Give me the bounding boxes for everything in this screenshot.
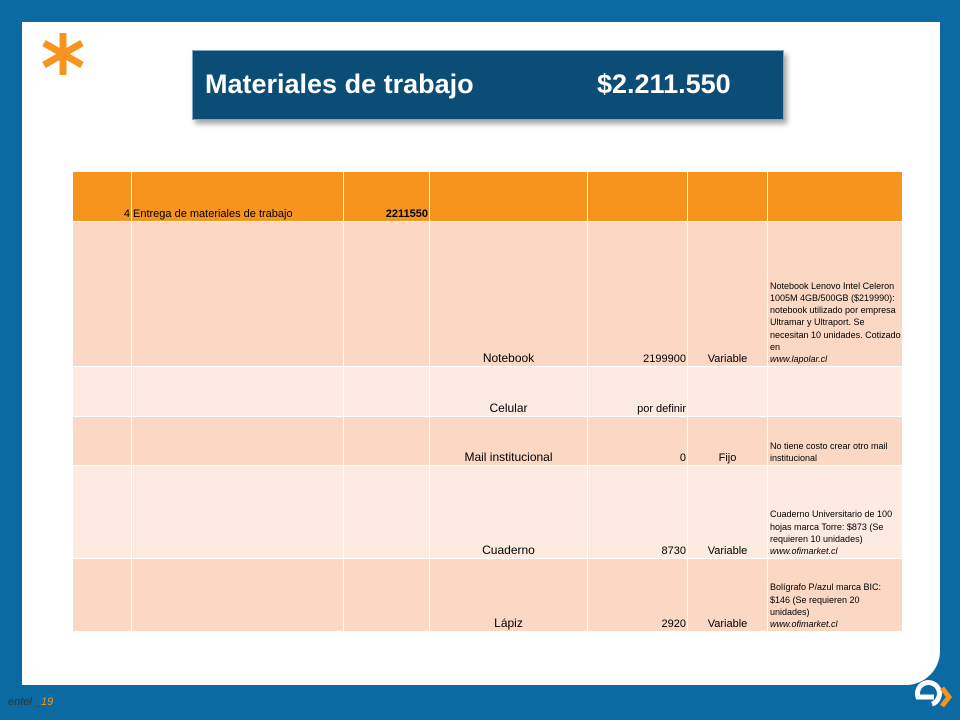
header-index: 4 (73, 172, 132, 222)
note-url: www.ofimarket.cl (770, 545, 838, 556)
table-row (73, 367, 903, 417)
item-amount: 0 (588, 417, 688, 466)
item-amount: 2920 (588, 559, 688, 632)
table-header-row (73, 172, 903, 222)
title-banner (192, 50, 784, 120)
item-type: Variable (688, 559, 768, 632)
footer-brand: entel (8, 696, 32, 708)
item-name: Cuaderno (430, 466, 588, 559)
note-text: Bolígrafo P/azul marca BIC: $146 (Se requieren 20 unidades) (770, 582, 882, 617)
header-description: Entrega de materiales de trabajo (132, 172, 344, 222)
note-text: No tiene costo crear otro mail institucional (770, 440, 888, 463)
note-url: www.ofimarket.cl (770, 618, 838, 629)
note-url: www.lapolar.cl (770, 353, 828, 364)
header-total: 2211550 (344, 172, 430, 222)
table-row (73, 466, 903, 559)
item-name: Notebook (430, 222, 588, 367)
item-amount: por definir (588, 367, 688, 417)
item-amount: 2199900 (588, 222, 688, 367)
item-type (688, 367, 768, 417)
item-type: Variable (688, 222, 768, 367)
table-row (73, 417, 903, 466)
item-type: Variable (688, 466, 768, 559)
item-name: Mail institucional (430, 417, 588, 466)
entel-logo-icon (912, 680, 956, 714)
item-note (768, 367, 903, 417)
note-text: Cuaderno Universitario de 100 hojas marca Torre: $873 (Se requieren 10 unidades) (770, 509, 893, 544)
title-amount: $2.211.550 (597, 69, 731, 99)
item-amount: 8730 (588, 466, 688, 559)
page-number: 19 (41, 696, 54, 708)
page-title: Materiales de trabajo (205, 69, 474, 99)
item-type: Fijo (688, 417, 768, 466)
note-text: Notebook Lenovo Intel Celeron 1005M 4GB/500GB ($219990): notebook utilizado por empresa Ultramar y Ultraport. Se necesitan 10 unidades. Cotizado en (770, 281, 901, 352)
item-note (768, 222, 903, 367)
table-row (73, 222, 903, 367)
item-note (768, 559, 903, 632)
footer-separator: _ (31, 696, 42, 708)
asterisk-icon (40, 30, 86, 78)
table-row (73, 559, 903, 632)
footer (8, 696, 53, 708)
item-name: Lápiz (430, 559, 588, 632)
item-note (768, 417, 903, 466)
item-name: Celular (430, 367, 588, 417)
item-note (768, 466, 903, 559)
materials-table (72, 171, 903, 632)
